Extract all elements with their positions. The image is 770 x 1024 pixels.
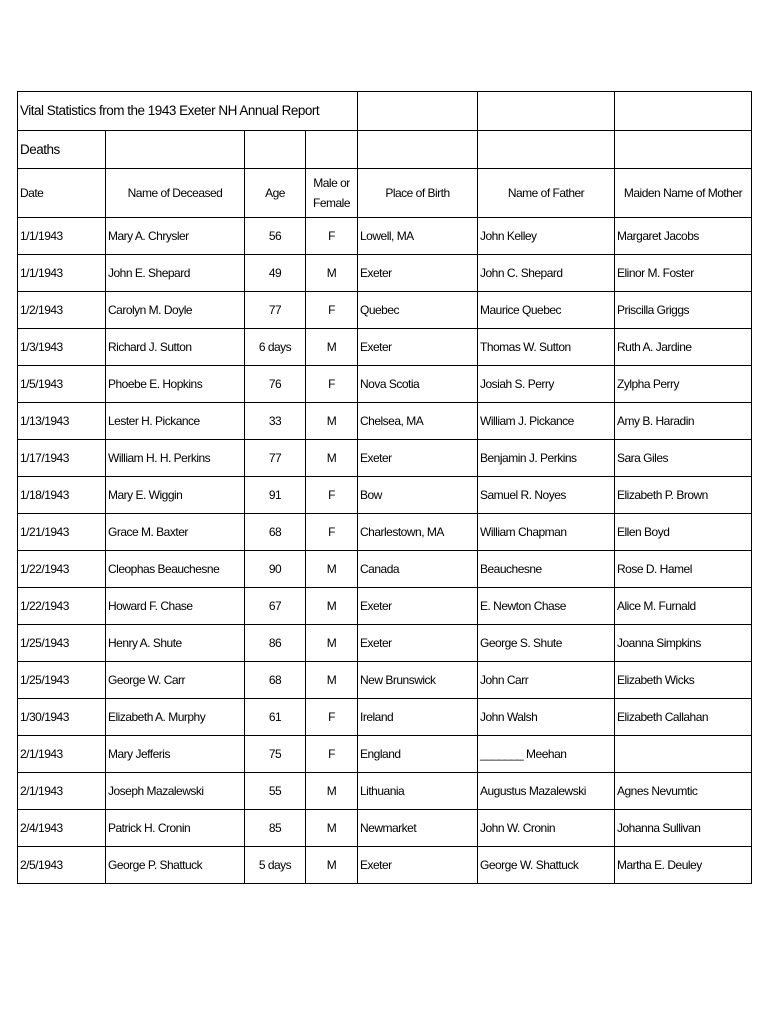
cell-sex: M — [306, 403, 358, 440]
cell-name-of-deceased: George P. Shattuck — [106, 847, 245, 884]
report-title: Vital Statistics from the 1943 Exeter NH Annual Report — [18, 92, 358, 131]
cell-age: 77 — [245, 292, 306, 329]
cell-age: 61 — [245, 699, 306, 736]
cell-place-of-birth: Chelsea, MA — [358, 403, 478, 440]
cell-sex: F — [306, 292, 358, 329]
cell-name-of-father: Maurice Quebec — [478, 292, 615, 329]
cell-date: 1/1/1943 — [18, 255, 106, 292]
cell-maiden-name-of-mother: Elizabeth Callahan — [615, 699, 752, 736]
empty-cell — [358, 131, 478, 169]
cell-age: 91 — [245, 477, 306, 514]
cell-name-of-deceased: Joseph Mazalewski — [106, 773, 245, 810]
cell-name-of-deceased: Mary Jefferis — [106, 736, 245, 773]
section-label: Deaths — [18, 131, 106, 169]
cell-maiden-name-of-mother: Zylpha Perry — [615, 366, 752, 403]
column-header-father: Name of Father — [478, 169, 615, 218]
cell-name-of-father: John W. Cronin — [478, 810, 615, 847]
cell-name-of-deceased: Lester H. Pickance — [106, 403, 245, 440]
empty-cell — [358, 92, 478, 131]
cell-date: 1/25/1943 — [18, 662, 106, 699]
cell-place-of-birth: Exeter — [358, 588, 478, 625]
cell-maiden-name-of-mother: Elinor M. Foster — [615, 255, 752, 292]
empty-cell — [478, 131, 615, 169]
cell-name-of-deceased: Elizabeth A. Murphy — [106, 699, 245, 736]
cell-name-of-father: Benjamin J. Perkins — [478, 440, 615, 477]
table-row — [18, 847, 752, 884]
cell-sex: M — [306, 773, 358, 810]
section-row — [18, 131, 752, 169]
column-header-name: Name of Deceased — [106, 169, 245, 218]
cell-date: 1/17/1943 — [18, 440, 106, 477]
table-row — [18, 625, 752, 662]
cell-age: 75 — [245, 736, 306, 773]
cell-maiden-name-of-mother: Alice M. Furnald — [615, 588, 752, 625]
cell-place-of-birth: Exeter — [358, 255, 478, 292]
table-row — [18, 662, 752, 699]
cell-date: 1/30/1943 — [18, 699, 106, 736]
cell-date: 2/1/1943 — [18, 736, 106, 773]
cell-name-of-deceased: Cleophas Beauchesne — [106, 551, 245, 588]
cell-name-of-deceased: Mary A. Chrysler — [106, 218, 245, 255]
cell-age: 76 — [245, 366, 306, 403]
cell-maiden-name-of-mother: Elizabeth Wicks — [615, 662, 752, 699]
cell-sex: M — [306, 440, 358, 477]
cell-maiden-name-of-mother: Joanna Simpkins — [615, 625, 752, 662]
cell-sex: F — [306, 699, 358, 736]
empty-cell — [615, 92, 752, 131]
cell-name-of-deceased: Carolyn M. Doyle — [106, 292, 245, 329]
cell-date: 1/22/1943 — [18, 551, 106, 588]
cell-place-of-birth: England — [358, 736, 478, 773]
empty-cell — [478, 92, 615, 131]
cell-sex: F — [306, 514, 358, 551]
cell-age: 6 days — [245, 329, 306, 366]
cell-sex: M — [306, 810, 358, 847]
cell-sex: F — [306, 218, 358, 255]
cell-place-of-birth: Exeter — [358, 329, 478, 366]
cell-age: 77 — [245, 440, 306, 477]
cell-sex: M — [306, 625, 358, 662]
table-row — [18, 736, 752, 773]
cell-date: 1/25/1943 — [18, 625, 106, 662]
cell-name-of-father: William Chapman — [478, 514, 615, 551]
cell-place-of-birth: Ireland — [358, 699, 478, 736]
cell-name-of-deceased: Henry A. Shute — [106, 625, 245, 662]
cell-sex: M — [306, 551, 358, 588]
cell-name-of-father: John C. Shepard — [478, 255, 615, 292]
cell-name-of-father: William J. Pickance — [478, 403, 615, 440]
cell-date: 1/13/1943 — [18, 403, 106, 440]
empty-cell — [106, 131, 245, 169]
cell-maiden-name-of-mother: Elizabeth P. Brown — [615, 477, 752, 514]
cell-age: 5 days — [245, 847, 306, 884]
table-row — [18, 329, 752, 366]
cell-date: 1/5/1943 — [18, 366, 106, 403]
cell-age: 68 — [245, 662, 306, 699]
column-header-date: Date — [18, 169, 106, 218]
cell-date: 2/4/1943 — [18, 810, 106, 847]
cell-place-of-birth: Lithuania — [358, 773, 478, 810]
cell-name-of-father: Samuel R. Noyes — [478, 477, 615, 514]
cell-age: 55 — [245, 773, 306, 810]
cell-sex: M — [306, 662, 358, 699]
cell-maiden-name-of-mother: Agnes Nevumtic — [615, 773, 752, 810]
cell-place-of-birth: Exeter — [358, 440, 478, 477]
cell-age: 67 — [245, 588, 306, 625]
cell-age: 90 — [245, 551, 306, 588]
cell-date: 1/22/1943 — [18, 588, 106, 625]
table-row — [18, 773, 752, 810]
cell-name-of-father: George S. Shute — [478, 625, 615, 662]
cell-age: 49 — [245, 255, 306, 292]
column-header-row — [18, 169, 752, 218]
cell-place-of-birth: Charlestown, MA — [358, 514, 478, 551]
cell-date: 1/21/1943 — [18, 514, 106, 551]
cell-date: 2/1/1943 — [18, 773, 106, 810]
cell-place-of-birth: Exeter — [358, 847, 478, 884]
cell-place-of-birth: Quebec — [358, 292, 478, 329]
column-header-age: Age — [245, 169, 306, 218]
cell-maiden-name-of-mother — [615, 736, 752, 773]
cell-place-of-birth: Nova Scotia — [358, 366, 478, 403]
cell-name-of-father: Thomas W. Sutton — [478, 329, 615, 366]
table-row — [18, 366, 752, 403]
vital-statistics-table — [17, 91, 752, 884]
table-row — [18, 255, 752, 292]
cell-maiden-name-of-mother: Johanna Sullivan — [615, 810, 752, 847]
cell-name-of-father: Augustus Mazalewski — [478, 773, 615, 810]
cell-maiden-name-of-mother: Martha E. Deuley — [615, 847, 752, 884]
title-row — [18, 92, 752, 131]
table-row — [18, 810, 752, 847]
cell-sex: M — [306, 255, 358, 292]
column-header-birthplace: Place of Birth — [358, 169, 478, 218]
cell-maiden-name-of-mother: Priscilla Griggs — [615, 292, 752, 329]
table-row — [18, 477, 752, 514]
cell-name-of-deceased: John E. Shepard — [106, 255, 245, 292]
table-row — [18, 699, 752, 736]
cell-maiden-name-of-mother: Sara Giles — [615, 440, 752, 477]
cell-name-of-deceased: Richard J. Sutton — [106, 329, 245, 366]
column-header-sex: Male or Female — [306, 169, 358, 218]
cell-place-of-birth: Exeter — [358, 625, 478, 662]
cell-place-of-birth: Newmarket — [358, 810, 478, 847]
cell-maiden-name-of-mother: Ellen Boyd — [615, 514, 752, 551]
cell-name-of-deceased: George W. Carr — [106, 662, 245, 699]
cell-name-of-deceased: William H. H. Perkins — [106, 440, 245, 477]
table-row — [18, 440, 752, 477]
cell-sex: M — [306, 329, 358, 366]
empty-cell — [615, 131, 752, 169]
cell-age: 86 — [245, 625, 306, 662]
cell-date: 1/1/1943 — [18, 218, 106, 255]
cell-place-of-birth: Canada — [358, 551, 478, 588]
cell-name-of-deceased: Mary E. Wiggin — [106, 477, 245, 514]
cell-place-of-birth: Lowell, MA — [358, 218, 478, 255]
cell-maiden-name-of-mother: Margaret Jacobs — [615, 218, 752, 255]
cell-age: 56 — [245, 218, 306, 255]
cell-name-of-father: Beauchesne — [478, 551, 615, 588]
cell-sex: F — [306, 736, 358, 773]
cell-name-of-deceased: Patrick H. Cronin — [106, 810, 245, 847]
cell-date: 1/18/1943 — [18, 477, 106, 514]
cell-sex: F — [306, 477, 358, 514]
empty-cell — [306, 131, 358, 169]
cell-name-of-deceased: Howard F. Chase — [106, 588, 245, 625]
cell-name-of-father: John Kelley — [478, 218, 615, 255]
cell-name-of-father: Josiah S. Perry — [478, 366, 615, 403]
cell-place-of-birth: New Brunswick — [358, 662, 478, 699]
table-row — [18, 403, 752, 440]
cell-name-of-father: George W. Shattuck — [478, 847, 615, 884]
cell-sex: F — [306, 366, 358, 403]
cell-maiden-name-of-mother: Amy B. Haradin — [615, 403, 752, 440]
empty-cell — [245, 131, 306, 169]
table-row — [18, 514, 752, 551]
cell-date: 2/5/1943 — [18, 847, 106, 884]
cell-name-of-deceased: Grace M. Baxter — [106, 514, 245, 551]
cell-name-of-father: E. Newton Chase — [478, 588, 615, 625]
cell-age: 68 — [245, 514, 306, 551]
cell-name-of-deceased: Phoebe E. Hopkins — [106, 366, 245, 403]
column-header-mother: Maiden Name of Mother — [615, 169, 752, 218]
cell-place-of-birth: Bow — [358, 477, 478, 514]
cell-name-of-father: _______ Meehan — [478, 736, 615, 773]
table-row — [18, 551, 752, 588]
cell-name-of-father: John Walsh — [478, 699, 615, 736]
cell-name-of-father: John Carr — [478, 662, 615, 699]
cell-sex: M — [306, 847, 358, 884]
cell-age: 33 — [245, 403, 306, 440]
table-row — [18, 218, 752, 255]
cell-date: 1/3/1943 — [18, 329, 106, 366]
table-row — [18, 292, 752, 329]
cell-maiden-name-of-mother: Ruth A. Jardine — [615, 329, 752, 366]
cell-date: 1/2/1943 — [18, 292, 106, 329]
table-row — [18, 588, 752, 625]
cell-maiden-name-of-mother: Rose D. Hamel — [615, 551, 752, 588]
cell-age: 85 — [245, 810, 306, 847]
cell-sex: M — [306, 588, 358, 625]
